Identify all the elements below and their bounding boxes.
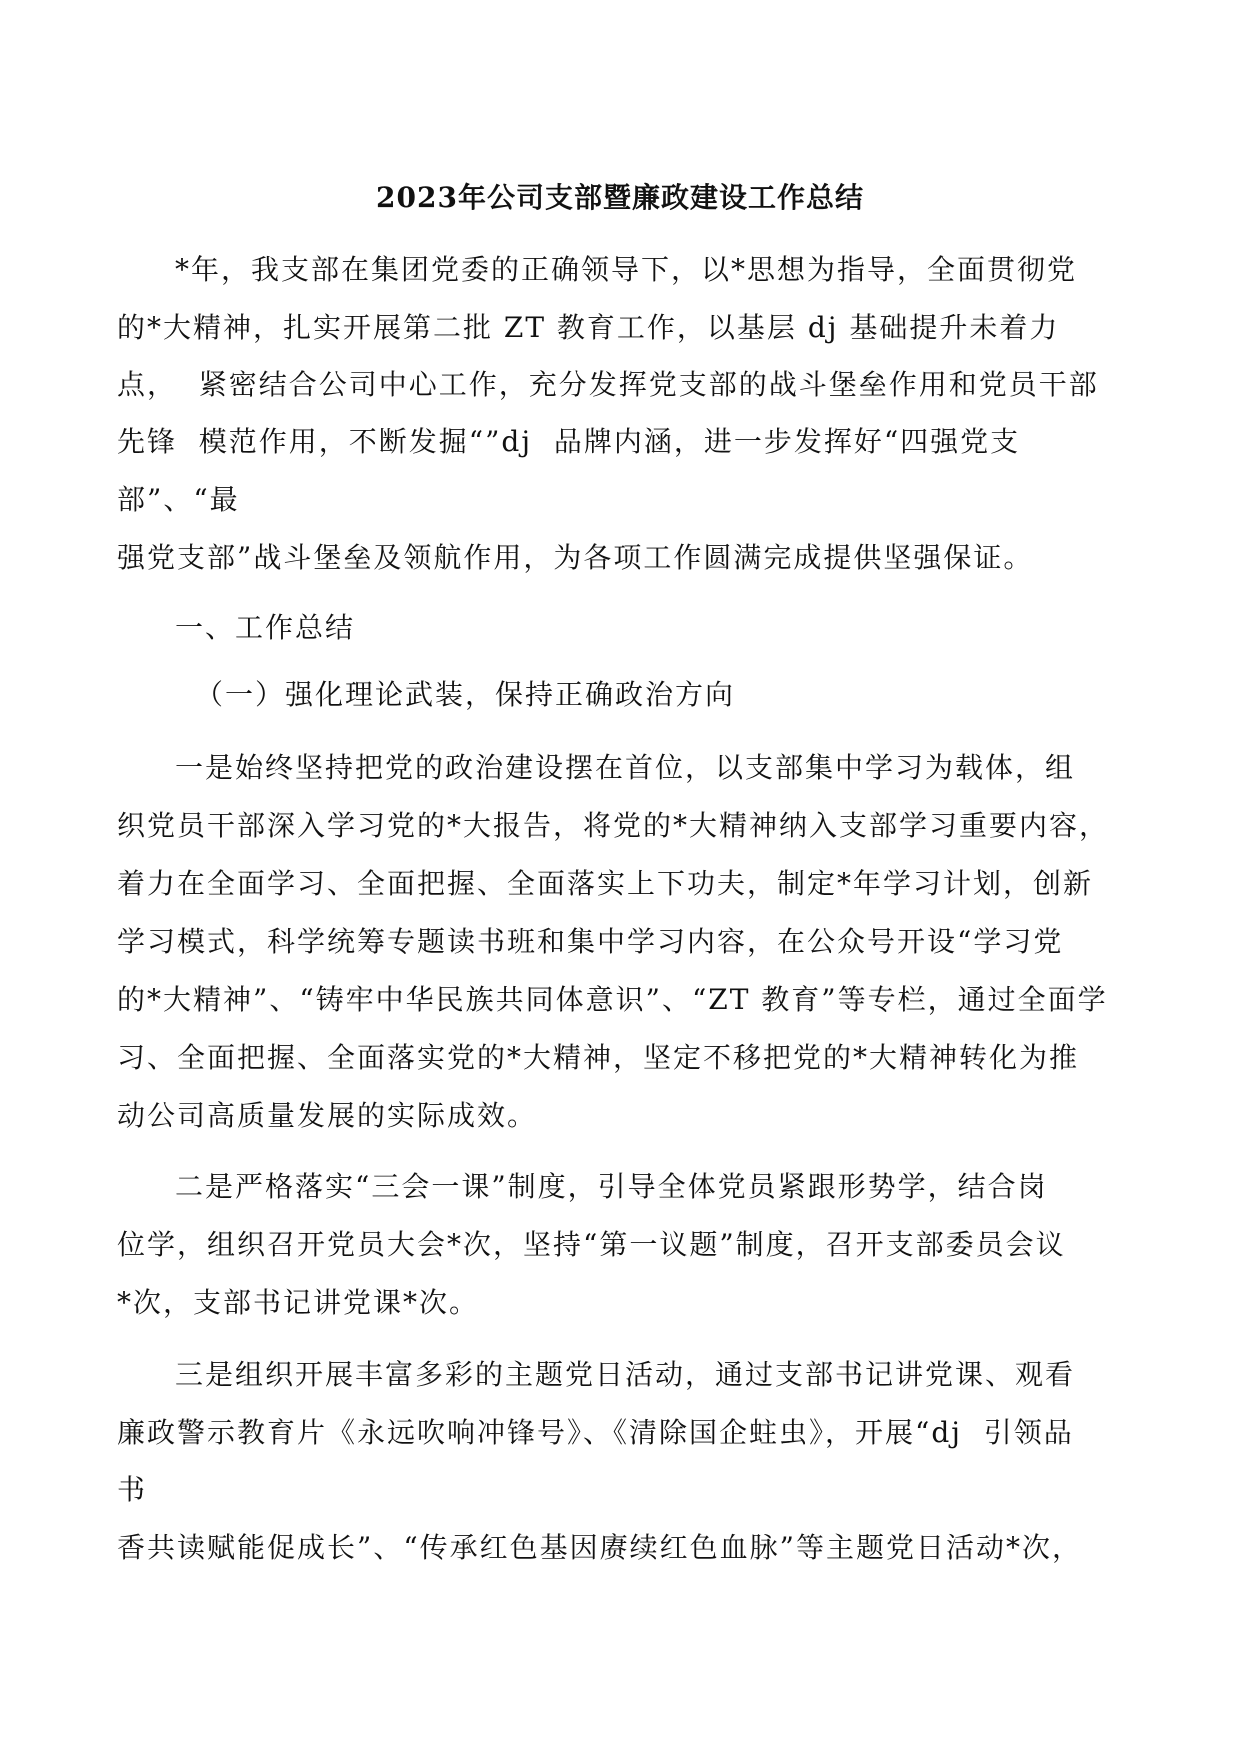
subsection-heading: （一）强化理论武装，保持正确政治方向 bbox=[195, 678, 736, 711]
section-heading: 一、工作总结 bbox=[175, 611, 356, 644]
paragraph-line: 香共读赋能促成长”、“传承红色基因赓续红色血脉”等主题党日活动*次， bbox=[117, 1531, 1082, 1564]
paragraph-line: 强党支部”战斗堡垒及领航作用，为各项工作圆满完成提供坚强保证。 bbox=[117, 541, 1034, 574]
paragraph-line: 动公司高质量发展的实际成效。 bbox=[117, 1099, 538, 1132]
paragraph-line: 点， 紧密结合公司中心工作，充分发挥党支部的战斗堡垒作用和党员干部 bbox=[117, 368, 1099, 401]
paragraph-line: 二是严格落实“三会一课”制度，引导全体党员紧跟形势学，结合岗 bbox=[175, 1170, 1048, 1203]
paragraph-line: *次，支部书记讲党课*次。 bbox=[117, 1286, 480, 1319]
paragraph-line: 位学，组织召开党员大会*次，坚持“第一议题”制度，召开支部委员会议 bbox=[117, 1228, 1066, 1261]
paragraph-line: 学习模式，科学统筹专题读书班和集中学习内容，在公众号开设“学习党 bbox=[117, 925, 1064, 958]
paragraph-line: 的*大精神，扎实开展第二批 ZT 教育工作，以基层 dj 基础提升未着力 bbox=[117, 311, 1060, 344]
paragraph-line: *年，我支部在集团党委的正确领导下，以*思想为指导，全面贯彻党 bbox=[175, 253, 1078, 286]
document-title: 2023年公司支部暨廉政建设工作总结 bbox=[376, 181, 864, 214]
paragraph-line: 习、全面把握、全面落实党的*大精神，坚定不移把党的*大精神转化为推 bbox=[117, 1041, 1080, 1074]
paragraph-line: 着力在全面学习、全面把握、全面落实上下功夫，制定*年学习计划，创新 bbox=[117, 867, 1094, 900]
paragraph-line: 廉政警示教育片《永远吹响冲锋号》、《清除国企蛀虫》，开展“dj 引领品 bbox=[117, 1416, 1074, 1449]
paragraph-line: 的*大精神”、“铸牢中华民族共同体意识”、“ZT 教育”等专栏，通过全面学 bbox=[117, 983, 1108, 1016]
paragraph-line: 先锋 模范作用，不断发掘“”dj 品牌内涵，进一步发挥好“四强党支 bbox=[117, 425, 1021, 458]
paragraph-line: 三是组织开展丰富多彩的主题党日活动，通过支部书记讲党课、观看 bbox=[175, 1358, 1076, 1391]
paragraph-line: 书 bbox=[117, 1473, 148, 1506]
paragraph-line: 织党员干部深入学习党的*大报告，将党的*大精神纳入支部学习重要内容， bbox=[117, 809, 1110, 842]
paragraph-line: 一是始终坚持把党的政治建设摆在首位，以支部集中学习为载体，组 bbox=[175, 751, 1076, 784]
paragraph-line: 部”、“最 bbox=[117, 483, 240, 516]
